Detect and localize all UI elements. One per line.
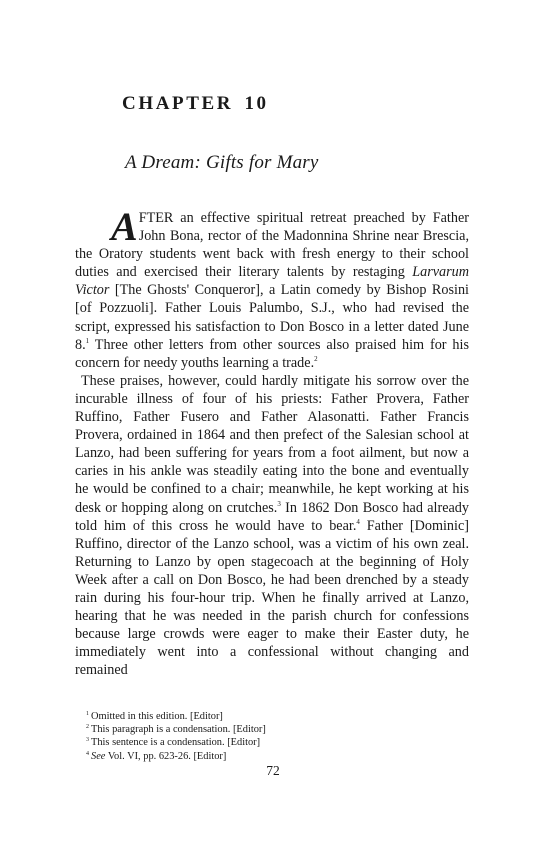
footnote — [86, 723, 476, 736]
footnote-ref[interactable]: 4 — [356, 517, 360, 526]
footnote-text: Omitted in this edition. [Editor] — [91, 711, 223, 722]
footnote-ref[interactable]: 1 — [85, 336, 90, 345]
footnote — [86, 736, 476, 749]
footnote — [86, 750, 476, 763]
text-run: These praises, however, could hardly mitigate his sorrow over the incurable illness of four of his priests: Father Provera, Father Ruffino, Father Fusero and Father Alasonatti. Father Francis Provera, ordained in 1864 and then prefect of the Salesian school at Lanzo, had been suffering for years from a foot ailment, but now a caries in his ankle was steadily eating into the bone and eventually he would be confined to a chair; meanwhile, he kept working at his desk or hopping along on crutches. — [75, 372, 469, 516]
chapter-title: A Dream: Gifts for Mary — [125, 152, 319, 173]
text-run: [The Ghosts' Conqueror], a Latin comedy by Bishop Rosini [of Pozzuoli]. Father Louis Palumbo, S.J., who had revised the script, expressed his satisfaction to Don Bosco in a letter dated June 8. — [75, 282, 469, 353]
footnote-text: This paragraph is a condensation. [Editor] — [91, 724, 266, 736]
footnote-text: Vol. VI, pp. 623-26. [Editor] — [105, 750, 227, 762]
drop-cap: A — [111, 204, 138, 249]
italic-title: Larvarum Victor — [75, 264, 469, 299]
footnote-mark: 3 — [86, 737, 89, 744]
paragraph — [75, 372, 469, 680]
text-run: Father [Dominic] Ruffino, director of the Lanzo school, was a victim of his own zeal. Returning to Lanzo by open stagecoach at the beginning of Holy Week after a call on Don Bosco, he had been drenched by a steady rain during his four-hour trip. When he finally arrived at Lanzo, hearing that he was needed in the parish church for confessions because large crowds were eager to make their Easter duty, he immediately went into a confessional without changing and remained — [75, 517, 469, 679]
footnote-ref[interactable]: 3 — [277, 499, 281, 508]
footnote-mark: 2 — [86, 724, 89, 731]
text-run: Three other letters from other sources also praised him for his concern for needy youths learning a trade. — [75, 336, 469, 371]
footnote-ref[interactable]: 2 — [314, 354, 318, 363]
text-run: In 1862 Don Bosco had already told him of this cross he would have to bear. — [75, 499, 469, 534]
paragraph — [75, 204, 469, 372]
footnotes — [86, 710, 476, 763]
footnote — [86, 710, 476, 723]
page-number: 72 — [266, 763, 280, 778]
body-text — [75, 204, 469, 679]
footnote-text: This sentence is a condensation. [Editor] — [91, 737, 261, 749]
footnote-see: See — [91, 750, 106, 762]
footnote-mark: 4 — [86, 750, 89, 757]
footnote-mark: 1 — [86, 711, 89, 717]
chapter-heading: CHAPTER 10 — [122, 93, 269, 114]
text-run: FTER an effective spiritual retreat preached by Father John Bona, rector of the Madonnina Shrine near Brescia, the Oratory students went back with fresh energy to their school duties and exercised their literary talents by restaging — [75, 210, 469, 281]
